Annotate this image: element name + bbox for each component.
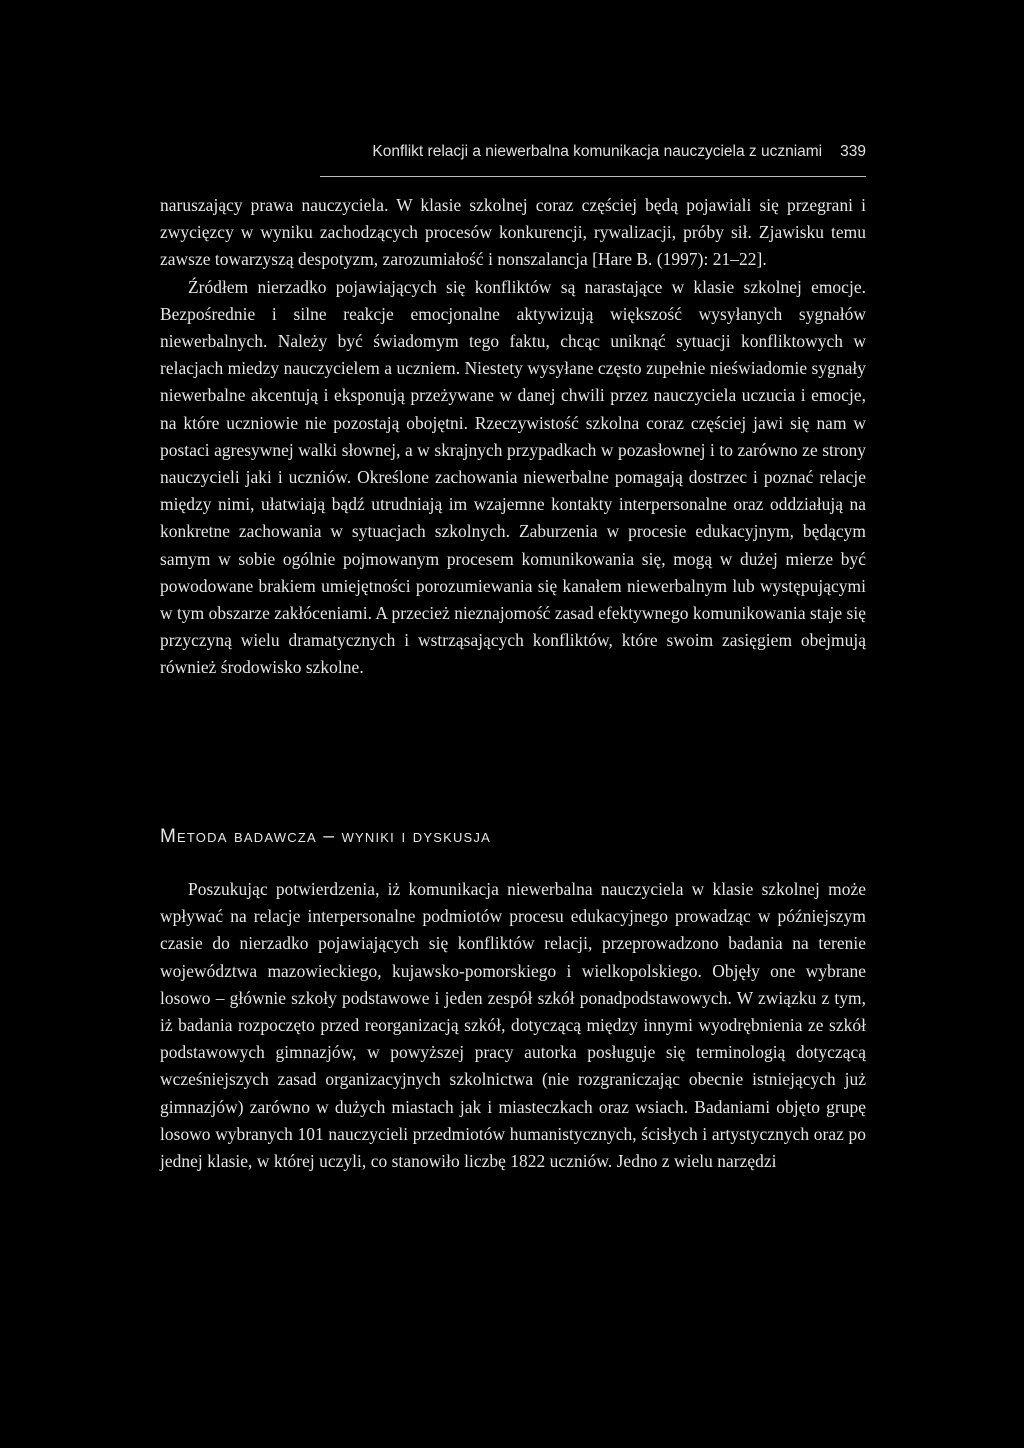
paragraph-continued: naruszający prawa nauczyciela. W klasie szkolnej coraz częściej będą pojawiali się przegrani i zwycięzcy w wyniku zachodzących procesów konkurencji, rywalizacji, próby sił. Zjawisku temu zawsze towarzyszą despotyzm, zarozumiałość i nonszalancja [Hare B. (1997): 21–22]. [160, 195, 866, 270]
running-title: Konflikt relacji a niewerbalna komunikacja nauczyciela z uczniami [372, 143, 823, 160]
page-number: 339 [840, 143, 866, 160]
paragraph-method: Poszukując potwierdzenia, iż komunikacja niewerbalna nauczyciela w klasie szkolnej może wpływać na relacje interpersonalne podmiotów procesu edukacyjnego prowadząc w późniejszym czasie do nierzadko pojawiających się konfliktów relacji, przeprowadzono badania na terenie województwa mazowieckiego, kujawsko-pomorskiego i wielkopolskiego. Objęły one wybrane losowo – głównie szkoły podstawowe i jeden zespół szkół ponadpodstawowych. W związku z tym, iż badania rozpoczęto przed reorganizacją szkół, dotyczącą między innymi wyodrębnienia ze szkół podstawowych gimnazjów, w powyższej pracy autorka posługuje się terminologią dotyczącą wcześniejszych zasad organizacyjnych szkolnictwa (nie rozgraniczając obecnie istniejących już gimnazjów) zarówno w dużych miastach jak i miasteczkach oraz wsiach. Badaniami objęto grupę losowo wybranych 101 nauczycieli przedmiotów humanistycznych, ścisłych i artystycznych oraz po jednej klasie, w której uczyli, co stanowiło liczbę 1822 uczniów. Jedno z wielu narzędzi [160, 879, 866, 1172]
section-text [160, 876, 866, 1175]
section-heading: Metoda badawcza – wyniki i dyskusja [160, 826, 491, 847]
paragraph-emotions: Źródłem nierzadko pojawiających się konfliktów są narastające w klasie szkolnej emocje. Bezpośrednie i silne reakcje emocjonalne aktywizują większość wysyłanych sygnałów niewerbalnych. Należy być świadomym tego faktu, chcąc uniknąć sytuacji konfliktowych w relacjach miedzy nauczycielem a uczniem. Niestety wysyłane często zupełnie nieświadomie sygnały niewerbalne akcentują i eksponują przeżywane w danej chwili przez nauczyciela uczucia i emocje, na które uczniowie nie pozostają obojętni. Rzeczywistość szkolna coraz częściej jawi się nam w postaci agresywnej walki słownej, a w skrajnych przypadkach w pozasłownej i to zarówno ze strony nauczycieli jaki i uczniów. Określone zachowania niewerbalne pomagają dostrzec i poznać relacje między nimi, ułatwiają bądź utrudniają im wzajemne kontakty interpersonalne oraz oddziałują na konkretne zachowania w sytuacjach szkolnych. Zaburzenia w procesie edukacyjnym, będącym samym w sobie ogólnie pojmowanym procesem komunikowania się, mogą w dużej mierze być powodowane brakiem umiejętności porozumiewania się kanałem niewerbalnym lub występującymi w tym obszarze zakłóceniami. A przecież nieznajomość zasad efektywnego komunikowania staje się przyczyną wielu dramatycznych i wstrząsających konfliktów, które swoim zasięgiem obejmują również środowisko szkolne. [160, 276, 866, 678]
running-header [160, 143, 866, 169]
main-text [160, 192, 866, 682]
header-rule [320, 176, 866, 177]
book-page [160, 0, 866, 1448]
